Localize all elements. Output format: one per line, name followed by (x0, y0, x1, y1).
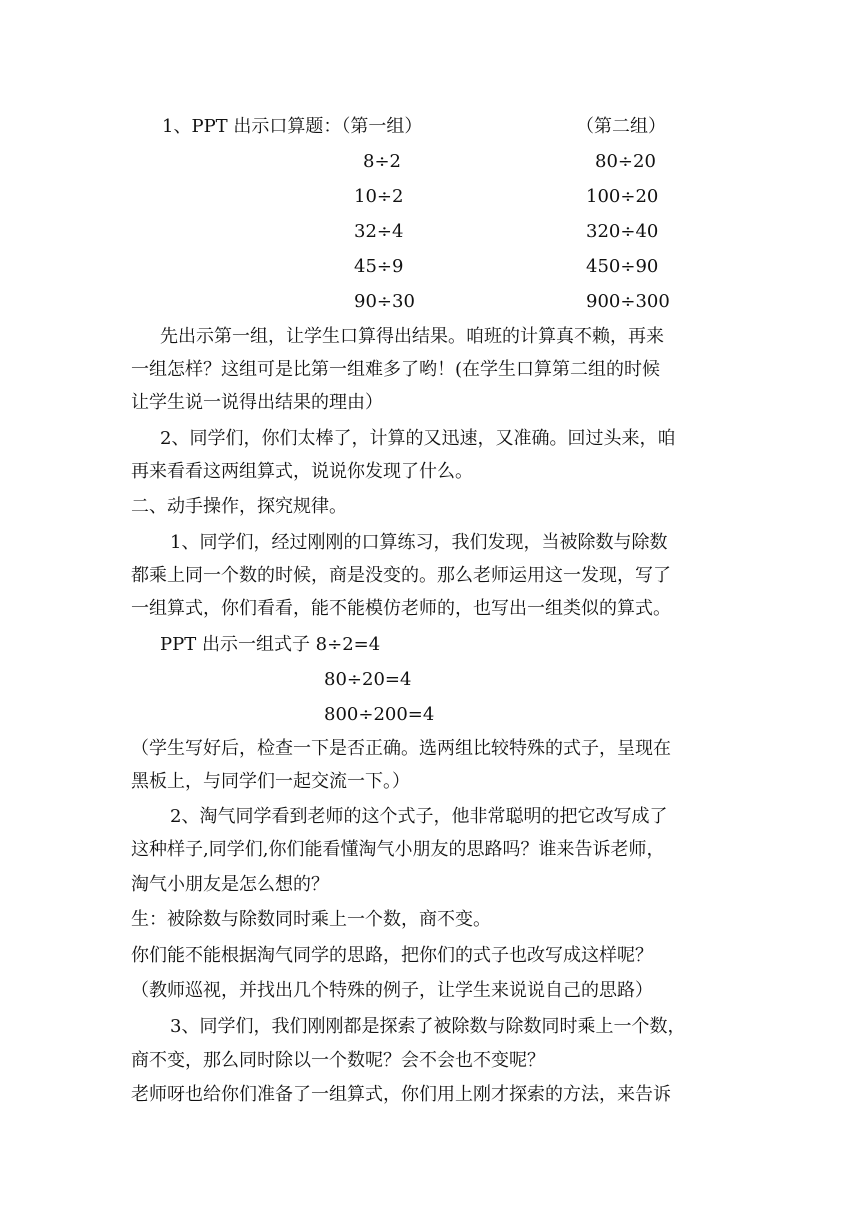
paragraph-line: 3、同学们，我们刚刚都是探索了被除数与除数同时乘上一个数， (170, 1016, 686, 1037)
paragraph-line: 2、淘气同学看到老师的这个式子，他非常聪明的把它改写成了 (170, 806, 668, 827)
paragraph-line: 先出示第一组，让学生口算得出结果。咱班的计算真不赖，再来 (160, 326, 664, 347)
group-2-item: 80÷20 (595, 151, 656, 172)
equation: 80÷20=4 (324, 669, 412, 690)
paragraph-line: 一组算式，你们看看，能不能模仿老师的，也写出一组类似的算式。 (131, 598, 671, 619)
group-2-item: 100÷20 (586, 186, 659, 207)
group-2-item: 450÷90 (586, 256, 659, 277)
paragraph-line: 黑板上，与同学们一起交流一下。） (131, 771, 410, 792)
paragraph-line: 老师呀也给你们准备了一组算式，你们用上刚才探索的方法，来告诉 (131, 1084, 671, 1105)
paragraph-line: 淘气小朋友是怎么想的？ (131, 874, 329, 895)
paragraph-line: 生：被除数与除数同时乘上一个数，商不变。 (131, 909, 491, 930)
group-1-item: 90÷30 (354, 291, 415, 312)
group-1-item: 45÷9 (354, 256, 404, 277)
group-1-item: 8÷2 (363, 151, 401, 172)
paragraph-line: 2、同学们，你们太棒了，计算的又迅速，又准确。回过头来，咱 (160, 428, 676, 449)
section-2-heading: 二、动手操作，探究规律。 (131, 496, 347, 517)
group-1-item: 32÷4 (354, 221, 404, 242)
ppt-equation-line: PPT 出示一组式子 8÷2=4 (160, 634, 381, 655)
paragraph-line: 你们能不能根据淘气同学的思路，把你们的式子也改写成这样呢？ (131, 945, 653, 966)
paragraph-line: 让学生说一说得出结果的理由） (131, 392, 383, 413)
paragraph-line: 商不变，那么同时除以一个数呢？会不会也不变呢？ (131, 1050, 545, 1071)
paragraph-line: （学生写好后，检查一下是否正确。选两组比较特殊的式子，呈现在 (131, 738, 671, 759)
group-2-item: 900÷300 (586, 291, 670, 312)
paragraph-line: 一组怎样？这组可是比第一组难多了哟！(在学生口算第二组的时候 (131, 359, 661, 380)
paragraph-line: 都乘上同一个数的时候，商是没变的。那么老师运用这一发现，写了 (131, 565, 671, 586)
paragraph-line: （教师巡视，并找出几个特殊的例子，让学生来说说自己的思路） (131, 980, 653, 1001)
equation: 800÷200=4 (324, 704, 435, 725)
group-2-item: 320÷40 (586, 221, 659, 242)
paragraph-line: 这种样子,同学们,你们能看懂淘气小朋友的思路吗？谁来告诉老师， (131, 839, 665, 860)
group-1-item: 10÷2 (354, 186, 404, 207)
group-2-label: （第二组） (576, 116, 666, 137)
paragraph-line: 1、同学们，经过刚刚的口算练习，我们发现，当被除数与除数 (170, 532, 668, 553)
section-1-heading: 1、PPT 出示口算题：（第一组） (162, 116, 423, 137)
paragraph-line: 再来看看这两组算式，说说你发现了什么。 (131, 461, 473, 482)
